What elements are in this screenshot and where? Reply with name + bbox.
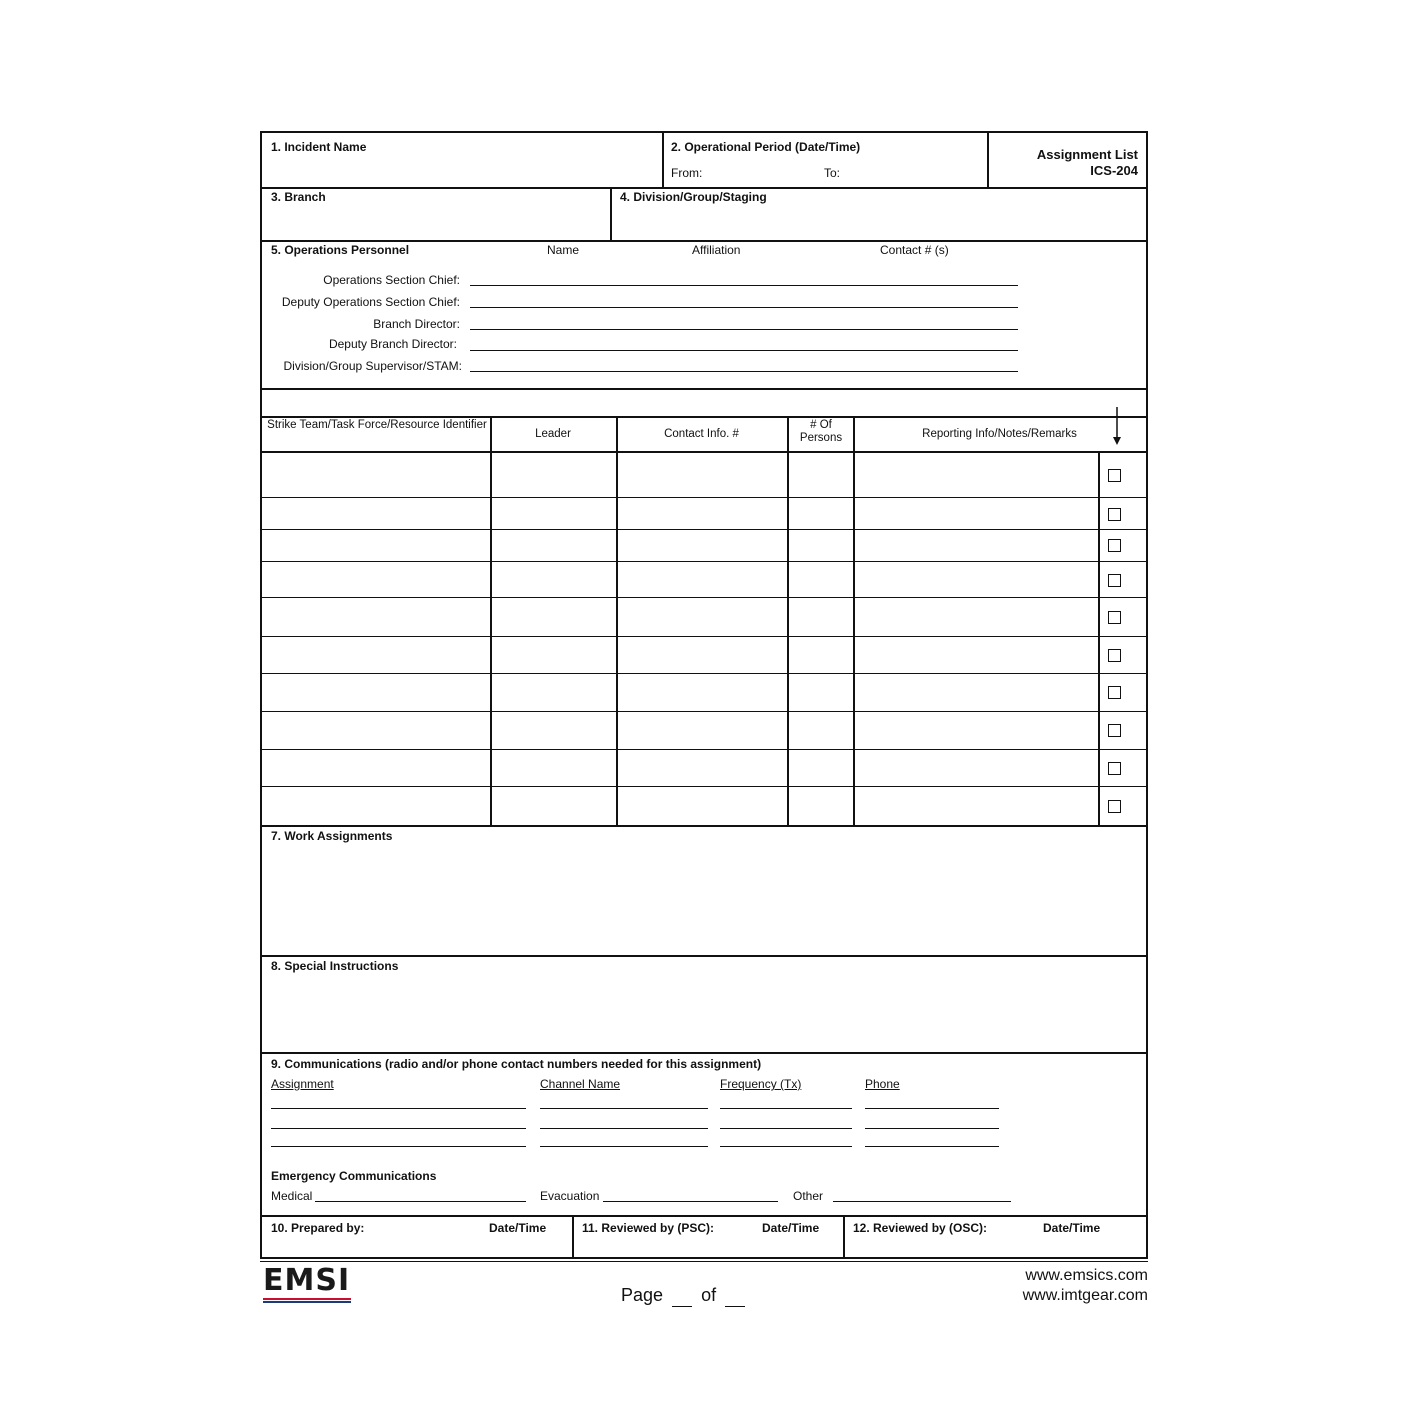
- role-division-supervisor: Division/Group Supervisor/STAM:: [283, 359, 462, 373]
- website-imtgear[interactable]: www.imtgear.com: [1022, 1287, 1148, 1304]
- table-row: [262, 597, 1146, 598]
- table-row: [262, 786, 1146, 787]
- divider: [262, 388, 1146, 390]
- comm-assignment-line[interactable]: [271, 1108, 526, 1109]
- role-deputy-operations-chief: Deputy Operations Section Chief:: [281, 295, 460, 309]
- divider: [262, 187, 1146, 189]
- division-label: 4. Division/Group/Staging: [620, 190, 767, 204]
- comm-phone-line[interactable]: [865, 1146, 999, 1147]
- medical-line[interactable]: [315, 1201, 526, 1202]
- role-line[interactable]: [470, 285, 1018, 286]
- col-divider: [853, 416, 855, 826]
- emsi-logo: [263, 1264, 351, 1303]
- form-title-block: [1037, 147, 1138, 179]
- role-branch-director: Branch Director:: [373, 317, 460, 331]
- divider: [572, 1215, 574, 1257]
- logo-underline-blue: [263, 1301, 351, 1303]
- reviewed-psc-label: 11. Reviewed by (PSC):: [582, 1221, 715, 1235]
- form-code: ICS-204: [1090, 163, 1138, 178]
- table-row: [262, 636, 1146, 637]
- col-divider: [616, 416, 618, 826]
- divider: [662, 133, 664, 189]
- branch-label: 3. Branch: [271, 190, 326, 204]
- divider: [987, 133, 989, 189]
- table-row: [262, 529, 1146, 530]
- page-number-blank[interactable]: [672, 1285, 692, 1307]
- communications-title: 9. Communications (radio and/or phone contact numbers needed for this assignment): [271, 1057, 762, 1071]
- col-header-identifier: Strike Team/Task Force/Resource Identifier: [267, 419, 487, 431]
- col-divider: [787, 416, 789, 826]
- ics-204-form: [260, 131, 1148, 1259]
- divider: [843, 1215, 845, 1257]
- logo-underline-red: [263, 1298, 351, 1300]
- work-assignments-title: 7. Work Assignments: [271, 829, 393, 843]
- divider: [262, 1052, 1146, 1054]
- col-phone-label: Phone: [865, 1077, 900, 1091]
- row-checkbox[interactable]: [1108, 611, 1121, 624]
- divider: [262, 240, 1146, 242]
- divider: [262, 416, 1146, 418]
- prepared-date-label: Date/Time: [489, 1221, 547, 1235]
- row-checkbox[interactable]: [1108, 508, 1121, 521]
- col-header-leader: Leader: [535, 428, 571, 440]
- table-row: [262, 711, 1146, 712]
- comm-frequency-line[interactable]: [720, 1108, 852, 1109]
- page-total-blank[interactable]: [725, 1285, 745, 1307]
- col-divider: [490, 416, 492, 826]
- comm-frequency-line[interactable]: [720, 1146, 852, 1147]
- of-label: of: [701, 1285, 717, 1305]
- page-indicator: [621, 1285, 745, 1307]
- col-contact-label: Contact # (s): [880, 243, 949, 257]
- reviewed-psc-date-label: Date/Time: [762, 1221, 820, 1235]
- col-affiliation-label: Affiliation: [692, 243, 741, 257]
- col-assignment-label: Assignment: [271, 1077, 334, 1091]
- col-header-contact-info: Contact Info. #: [664, 428, 739, 440]
- logo-text: EMSI: [263, 1263, 351, 1298]
- emergency-communications-title: Emergency Communications: [271, 1169, 437, 1183]
- incident-name-label: 1. Incident Name: [271, 140, 367, 154]
- comm-frequency-line[interactable]: [720, 1128, 852, 1129]
- comm-assignment-line[interactable]: [271, 1128, 526, 1129]
- table-row: [262, 497, 1146, 498]
- comm-channel-line[interactable]: [540, 1108, 708, 1109]
- other-line[interactable]: [833, 1201, 1011, 1202]
- operational-period-label: 2. Operational Period (Date/Time): [671, 140, 861, 154]
- divider: [610, 187, 612, 241]
- operations-personnel-title: 5. Operations Personnel: [271, 243, 410, 257]
- role-line[interactable]: [470, 329, 1018, 330]
- role-line[interactable]: [470, 307, 1018, 308]
- comm-assignment-line[interactable]: [271, 1146, 526, 1147]
- evacuation-label: Evacuation: [540, 1189, 600, 1203]
- comm-channel-line[interactable]: [540, 1128, 708, 1129]
- page-label: Page: [621, 1285, 664, 1305]
- role-line[interactable]: [470, 350, 1018, 351]
- row-checkbox[interactable]: [1108, 762, 1121, 775]
- medical-label: Medical: [271, 1189, 313, 1203]
- table-row: [262, 673, 1146, 674]
- comm-phone-line[interactable]: [865, 1128, 999, 1129]
- to-label: To:: [824, 166, 841, 180]
- col-name-label: Name: [547, 243, 580, 257]
- table-header-bottom: [262, 451, 1146, 453]
- website-emsics[interactable]: www.emsics.com: [1025, 1267, 1148, 1284]
- footer-rule: [260, 1261, 1148, 1262]
- table-row: [262, 561, 1146, 562]
- table-row: [262, 749, 1146, 750]
- row-checkbox[interactable]: [1108, 574, 1121, 587]
- col-header-remarks: Reporting Info/Notes/Remarks: [922, 428, 1077, 440]
- divider: [262, 955, 1146, 957]
- down-arrow-icon: [1111, 405, 1123, 447]
- form-title: Assignment List: [1036, 147, 1138, 162]
- row-checkbox[interactable]: [1108, 649, 1121, 662]
- other-label: Other: [793, 1189, 824, 1203]
- role-deputy-branch-director: Deputy Branch Director:: [328, 337, 457, 351]
- footer-websites: [1023, 1266, 1148, 1306]
- role-operations-section-chief: Operations Section Chief:: [323, 273, 460, 287]
- divider: [262, 1215, 1146, 1217]
- reviewed-osc-date-label: Date/Time: [1043, 1221, 1101, 1235]
- divider: [262, 825, 1146, 827]
- row-checkbox[interactable]: [1108, 469, 1121, 482]
- row-checkbox[interactable]: [1108, 800, 1121, 813]
- col-header-persons: # Of Persons: [799, 419, 843, 444]
- col-divider: [1098, 451, 1100, 826]
- comm-phone-line[interactable]: [865, 1108, 999, 1109]
- prepared-by-label: 10. Prepared by:: [271, 1221, 365, 1235]
- row-checkbox[interactable]: [1108, 686, 1121, 699]
- role-line[interactable]: [470, 371, 1018, 372]
- reviewed-osc-label: 12. Reviewed by (OSC):: [853, 1221, 988, 1235]
- row-checkbox[interactable]: [1108, 539, 1121, 552]
- comm-channel-line[interactable]: [540, 1146, 708, 1147]
- col-channel-label: Channel Name: [540, 1077, 621, 1091]
- special-instructions-title: 8. Special Instructions: [271, 959, 399, 973]
- col-frequency-label: Frequency (Tx): [720, 1077, 802, 1091]
- from-label: From:: [671, 166, 703, 180]
- row-checkbox[interactable]: [1108, 724, 1121, 737]
- evacuation-line[interactable]: [603, 1201, 778, 1202]
